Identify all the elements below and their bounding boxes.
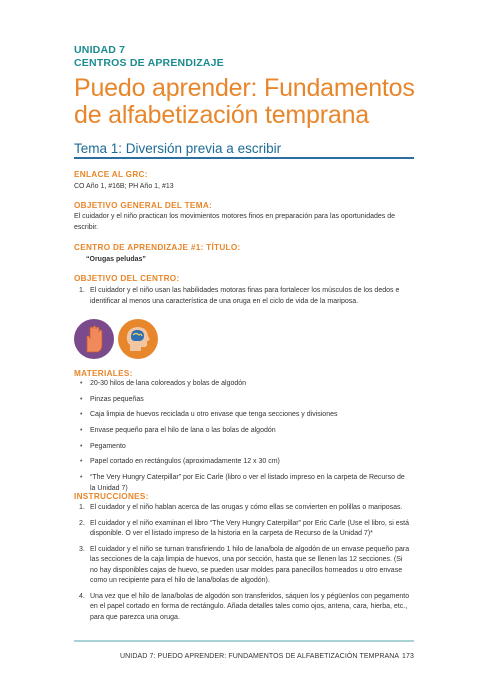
center-heading: CENTRO DE APRENDIZAJE #1: TÍTULO: [74, 243, 241, 252]
list-item: 3. El cuidador y el niño se turnan transfiriendo 1 hilo de lana/bola de algodón de un envase pequeño para las secciones de la caja limpia de huevos, una por sección, hasta que se llenen las 12 secciones. (Si no hay disponibles cajas de huevo, se pueden usar moldes para panecillos horneados u otro envase como un recipiente para el hilo de lana/bolas de algodón). [79, 545, 410, 584]
page-number: 173 [402, 653, 414, 660]
grc-text: CO Año 1, #16B; PH Año 1, #13 [74, 183, 174, 190]
topic-objective-text: El cuidador y el niño practican los movimientos motores finos en preparación para las oportunidades de escribir. [74, 213, 396, 231]
title-line-2: de alfabetización temprana [74, 101, 369, 129]
materials-list [74, 379, 410, 499]
instructions-list [74, 503, 410, 623]
materials-heading: MATERIALES: [74, 369, 133, 378]
list-item: 2. El cuidador y el niño examinan el libro “The Very Hungry Caterpillar” por Eric Carle (Use el libro, si está disponible. O ver el listado impreso de la historia en la carpeta de Recurso de la Unidad 7)* [79, 519, 410, 537]
unit-label: UNIDAD 7 [74, 44, 126, 56]
list-item: • Pinzas pequeñas [74, 395, 410, 406]
list-item: 1. El cuidador y el niño usan las habilidades motoras finas para fortalecer los músculos de los dedos e identificar al menos una característica de una oruga en el ciclo de vida de la mariposa. [79, 287, 400, 305]
topic-divider [74, 157, 414, 159]
list-item: • Pegamento [74, 442, 410, 453]
footer-divider [74, 640, 414, 642]
center-objective-heading: OBJETIVO DEL CENTRO: [74, 274, 180, 283]
list-item: 1. El cuidador y el niño hablan acerca de las orugas y cómo ellas se convierten en polillas o mariposas. [79, 504, 403, 511]
list-item: • 20-30 hilos de lana coloreados y bolas de algodón [74, 379, 410, 390]
topic-objective-heading: OBJETIVO GENERAL DEL TEMA: [74, 201, 213, 210]
grc-heading: ENLACE AL GRC: [74, 170, 148, 179]
brain-icon [118, 319, 158, 359]
hand-icon [74, 319, 114, 359]
topic-title: Tema 1: Diversión previa a escribir [74, 141, 282, 156]
center-title: “Orugas peludas” [86, 256, 146, 263]
list-item: 4. Una vez que el hilo de lana/bolas de algodón son transferidos, sáquen los y pégüenlos con pegamento en el papel cortado en forma de rectángulo. Añada detalles tales como ojos, antena, cara, hierba, etc., para que parezca una oruga. [79, 592, 410, 621]
list-item: • Papel cortado en rectángulos (aproximadamente 12 x 30 cm) [74, 457, 410, 468]
title-line-1: Puedo aprender: Fundamentos [74, 74, 415, 102]
unit-header [74, 44, 224, 69]
skill-icons [74, 319, 164, 359]
footer-text: UNIDAD 7: PUEDO APRENDER: FUNDAMENTOS DE ALFABETIZACIÓN TEMPRANA [120, 653, 400, 660]
page-footer [120, 653, 414, 660]
page-title [74, 75, 415, 129]
center-objective-list [74, 286, 410, 307]
list-item: • “The Very Hungry Caterpillar” por Eic Carle (libro o ver el listado impreso en la carpeta de Recurso de la Unidad 7) [74, 473, 410, 494]
centers-label: CENTROS DE APRENDIZAJE [74, 56, 224, 69]
list-item: • Caja limpia de huevos reciclada u otro envase que tenga secciones y divisiones [74, 410, 410, 421]
list-item: • Envase pequeño para el hilo de lana o las bolas de algodón [74, 426, 410, 437]
instructions-heading: INSTRUCCIONES: [74, 492, 149, 501]
